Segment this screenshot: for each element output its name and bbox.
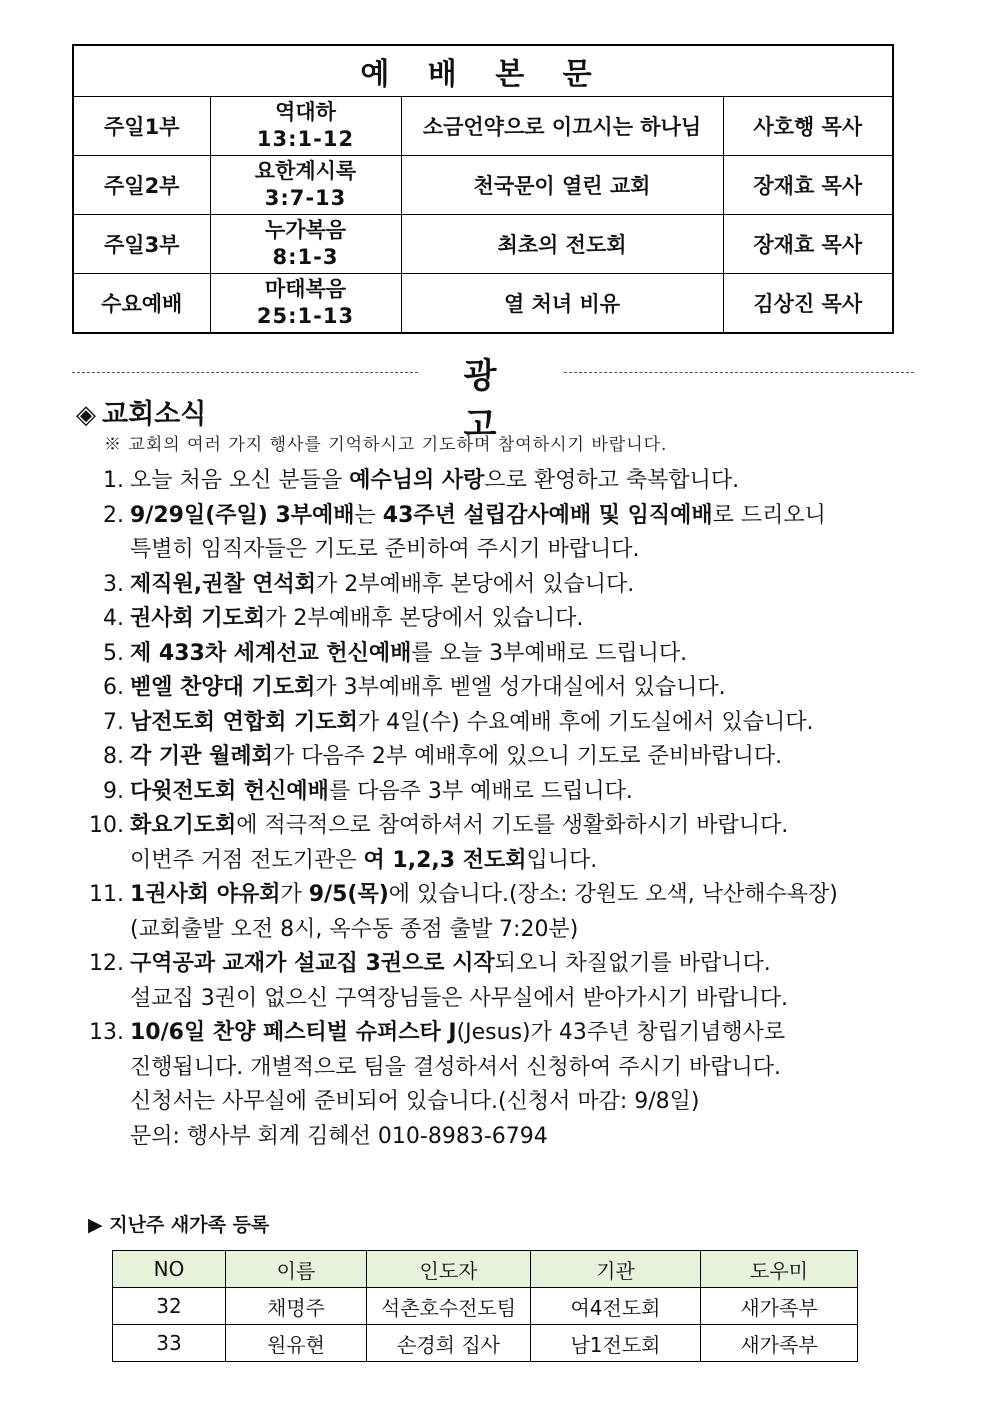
diamond-icon: ◈ <box>76 400 96 430</box>
new-family-title: ▶ 지난주 새가족 등록 <box>88 1214 270 1236</box>
item-text: 제직원,권찰 연석회가 2부예배후 본당에서 있습니다. <box>130 571 635 597</box>
cell-group: 남1전도회 <box>531 1325 701 1362</box>
item-number: 2. <box>103 502 124 528</box>
scripture-book: 누가복음 <box>264 218 347 242</box>
table-row <box>113 1288 858 1325</box>
item-number: 10. <box>89 813 124 838</box>
scripture-verse: 3:7-13 <box>264 186 347 210</box>
scripture-book: 역대하 <box>275 100 336 124</box>
item-continuation: 설교집 3권이 없으신 구역장님들은 사무실에서 받아가시기 바랍니다. <box>130 985 789 1011</box>
item-number: 4. <box>103 606 124 631</box>
item-text: 제 433차 세계선교 헌신예배를 오늘 3부예배로 드립니다. <box>130 640 688 666</box>
scripture-ref <box>210 156 401 215</box>
preacher: 김상진 목사 <box>723 274 893 334</box>
cell-no: 33 <box>113 1325 226 1362</box>
item-number: 9. <box>103 778 124 804</box>
item-continuation: 진행됩니다. 개별적으로 팀을 결성하셔서 신청하여 주시기 바랍니다. <box>130 1054 782 1080</box>
item-continuation: (교회출발 오전 8시, 옥수동 종점 출발 7:20분) <box>130 916 579 942</box>
item-continuation: 신청서는 사무실에 준비되어 있습니다.(신청서 마감: 9/8일) <box>130 1089 700 1114</box>
sermon-title: 소금언약으로 이끄시는 하나님 <box>401 97 723 156</box>
cell-no: 32 <box>113 1288 226 1325</box>
sermon-title: 열 처녀 비유 <box>401 274 723 334</box>
scripture-book: 요한계시록 <box>254 159 357 183</box>
item-number: 5. <box>103 640 124 666</box>
item-text: 오늘 처음 오신 분들을 예수님의 사랑으로 환영하고 축복합니다. <box>130 468 740 493</box>
col-header: 기관 <box>531 1251 701 1288</box>
item-number: 13. <box>89 1020 124 1045</box>
item-number: 6. <box>103 675 124 700</box>
service-name: 주일1부 <box>73 97 210 156</box>
preacher: 장재효 목사 <box>723 156 893 215</box>
section-heading <box>76 392 206 431</box>
service-name: 주일3부 <box>73 215 210 274</box>
worship-row <box>73 274 893 334</box>
service-name: 주일2부 <box>73 156 210 215</box>
scripture-ref <box>210 274 401 334</box>
cell-name: 채명주 <box>226 1288 367 1325</box>
announcement-item <box>72 568 952 603</box>
item-text: 1권사회 야유회가 9/5(목)에 있습니다.(장소: 강원도 오색, 낙산해수욕장) <box>130 882 838 907</box>
divider-line-right <box>564 372 914 373</box>
item-text: 각 기관 월례회가 다음주 2부 예배후에 있으니 기도로 준비바랍니다. <box>130 744 783 769</box>
cell-guide: 석촌호수전도팀 <box>367 1288 531 1325</box>
item-text: 벧엘 찬양대 기도회가 3부예배후 벧엘 성가대실에서 있습니다. <box>130 675 726 700</box>
worship-row <box>73 97 893 156</box>
worship-row <box>73 215 893 274</box>
announcement-item <box>72 637 952 672</box>
cell-helper: 새가족부 <box>701 1288 858 1325</box>
section-title: 교회소식 <box>102 399 207 430</box>
sermon-title: 천국문이 열린 교회 <box>401 156 723 215</box>
sermon-title: 최초의 전도회 <box>401 215 723 274</box>
item-text: 권사회 기도회가 2부예배후 본당에서 있습니다. <box>130 606 584 631</box>
item-text: 남전도회 연합회 기도회가 4일(수) 수요예배 후에 기도실에서 있습니다. <box>130 709 814 735</box>
announcement-list <box>72 464 952 1154</box>
cell-group: 여4전도회 <box>531 1288 701 1325</box>
item-text: 9/29일(주일) 3부예배는 43주년 설립감사예배 및 임직예배로 드리오니 <box>130 502 826 528</box>
table-row <box>113 1325 858 1362</box>
ads-title: 광 고 <box>463 356 525 445</box>
scripture-ref <box>210 97 401 156</box>
scripture-ref <box>210 215 401 274</box>
announcement-item <box>72 775 952 810</box>
col-header: 도우미 <box>701 1251 858 1288</box>
worship-row <box>73 156 893 215</box>
item-text: 화요기도회에 적극적으로 참여하셔서 기도를 생활화하시기 바랍니다. <box>130 813 789 838</box>
col-header: 이름 <box>226 1251 367 1288</box>
announcement-item <box>72 947 952 982</box>
announcement-item <box>72 671 952 706</box>
announcement-item <box>72 706 952 741</box>
worship-table <box>72 44 894 334</box>
item-number: 1. <box>103 468 124 493</box>
item-number: 8. <box>103 744 124 769</box>
divider-line-left <box>72 372 418 373</box>
new-family-table <box>112 1250 858 1362</box>
item-text: 10/6일 찬양 페스티벌 슈퍼스타 J(Jesus)가 43주년 창립기념행사로 <box>130 1020 786 1045</box>
announcement-item <box>72 602 952 637</box>
scripture-verse: 13:1-12 <box>256 127 355 151</box>
announcement-item <box>72 809 952 844</box>
scripture-verse: 25:1-13 <box>256 304 355 328</box>
preacher: 장재효 목사 <box>723 215 893 274</box>
item-continuation: 문의: 행사부 회계 김혜선 010-8983-6794 <box>130 1123 548 1149</box>
section-note: ※ 교회의 여러 가지 행사를 기억하시고 기도하며 참여하시기 바랍니다. <box>104 435 668 455</box>
cell-guide: 손경희 집사 <box>367 1325 531 1362</box>
table-header-row <box>113 1251 858 1288</box>
preacher: 사호행 목사 <box>723 97 893 156</box>
item-text: 다윗전도회 헌신예배를 다음주 3부 예배로 드립니다. <box>130 778 633 804</box>
item-number: 12. <box>89 951 124 976</box>
cell-helper: 새가족부 <box>701 1325 858 1362</box>
announcement-item <box>72 878 952 913</box>
item-continuation: 이번주 거점 전도기관은 여 1,2,3 전도회입니다. <box>130 847 598 873</box>
item-number: 3. <box>103 571 124 597</box>
item-continuation: 특별히 임직자들은 기도로 준비하여 주시기 바랍니다. <box>130 537 640 562</box>
announcement-item <box>72 499 952 534</box>
item-text: 구역공과 교재가 설교집 3권으로 시작되오니 차질없기를 바랍니다. <box>130 951 771 976</box>
service-name: 수요예배 <box>73 274 210 334</box>
announcement-item <box>72 464 952 499</box>
announcement-item <box>72 1016 952 1051</box>
scripture-book: 마태복음 <box>264 277 347 301</box>
col-header: 인도자 <box>367 1251 531 1288</box>
item-number: 7. <box>103 709 124 735</box>
cell-name: 원유현 <box>226 1325 367 1362</box>
item-number: 11. <box>89 882 124 907</box>
announcement-item <box>72 740 952 775</box>
scripture-verse: 8:1-3 <box>272 245 339 269</box>
worship-title: 예 배 본 문 <box>73 45 893 97</box>
col-header: NO <box>113 1251 226 1288</box>
